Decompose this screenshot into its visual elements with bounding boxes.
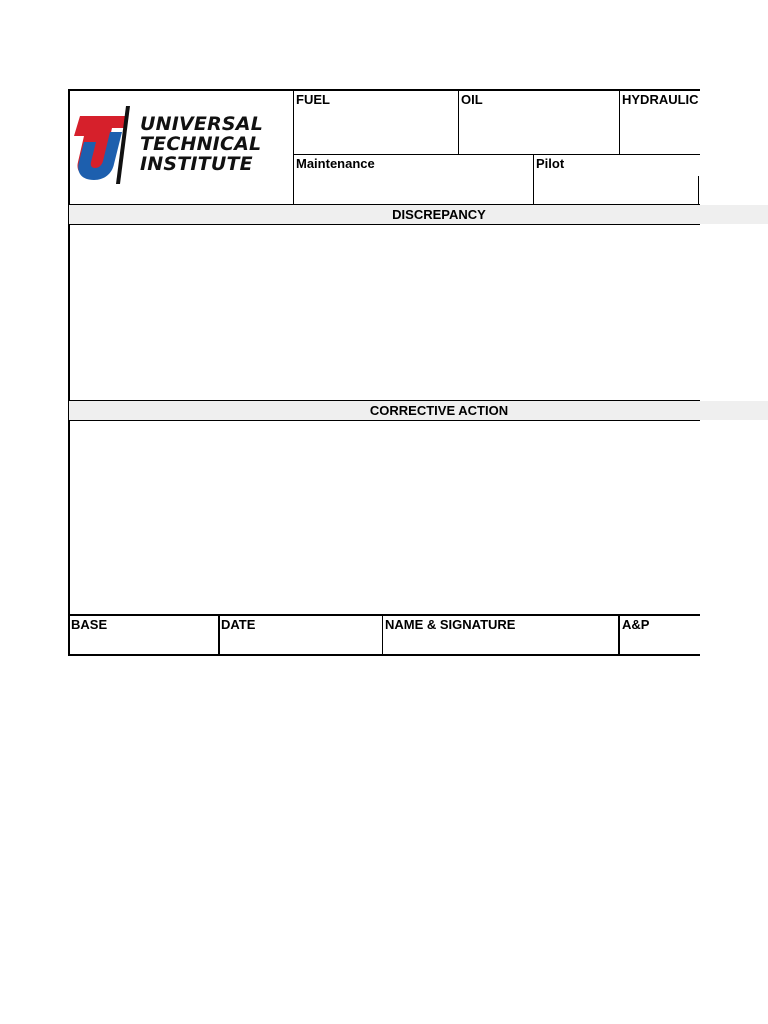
discrepancy-band-bottom [68,224,700,225]
pilot-label: Pilot [536,156,565,171]
corrective-action-title: CORRECTIVE ACTION [369,403,509,418]
table-bottom-border [68,654,700,656]
table-top-border [68,89,700,91]
uti-logo-text [140,114,263,174]
maintenance-pilot-divider [533,155,534,205]
footer-row-top [68,614,700,616]
discrepancy-band-top [68,204,700,205]
logo-line-institute: INSTITUTE [140,153,253,175]
oil-hydraulic-divider [619,90,620,154]
date-name-divider [382,615,383,655]
discrepancy-input-area[interactable] [70,226,698,400]
fuel-label: FUEL [296,92,330,107]
oil-label: OIL [461,92,483,107]
corrective-action-input-area[interactable] [70,422,698,614]
corrective-band-top [68,400,700,401]
fuel-oil-divider [458,90,459,154]
pilot-right-edge [698,176,699,205]
hydraulic-label: HYDRAULIC [622,92,699,107]
logo-cell-divider [293,90,294,205]
ap-label: A&P [622,617,650,632]
uti-logo-mark [74,102,136,186]
logo-line-technical: TECHNICAL [140,133,262,155]
corrective-band-bottom [68,420,700,421]
name-signature-label: NAME & SIGNATURE [385,617,516,632]
discrepancy-title: DISCREPANCY [392,207,486,222]
maintenance-label: Maintenance [296,156,375,171]
date-label: DATE [221,617,256,632]
base-label: BASE [71,617,108,632]
uti-logo [74,102,270,186]
base-date-divider [218,615,220,655]
name-ap-divider [618,615,620,655]
logo-line-universal: UNIVERSAL [140,113,264,135]
header-row-divider [293,154,700,155]
